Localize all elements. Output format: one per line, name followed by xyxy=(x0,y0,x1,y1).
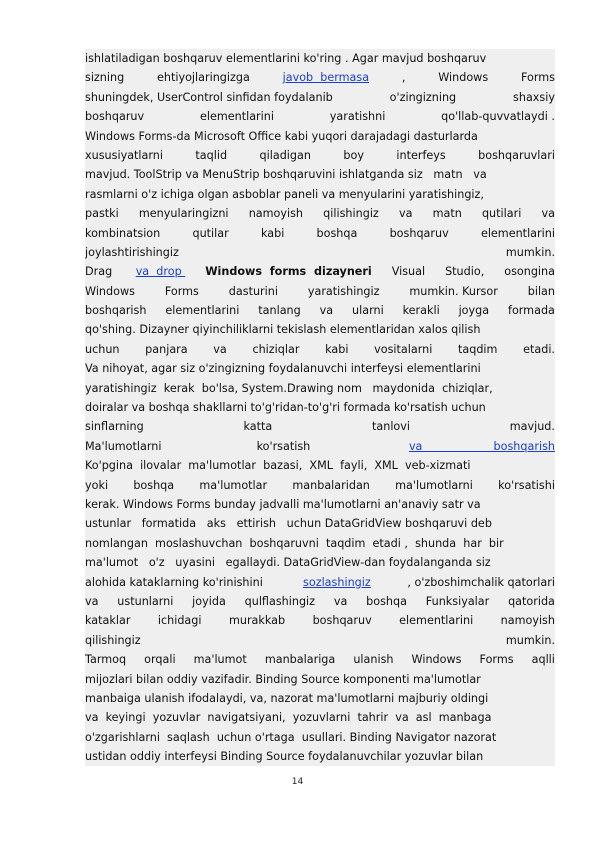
text-run: va xyxy=(333,594,348,608)
page-number: 14 xyxy=(291,777,304,787)
text-run: katta xyxy=(243,420,273,434)
text-run: Windows xyxy=(411,653,462,667)
text-line xyxy=(85,553,555,572)
text-run: mavjud. ToolStrip va MenuStrip boshqaruvini ishlatganda siz matn va xyxy=(85,168,487,182)
text-line xyxy=(85,379,555,398)
text-line xyxy=(85,611,555,630)
inline-link[interactable]: va drop xyxy=(135,265,186,279)
text-line xyxy=(85,708,555,727)
text-run: boshqarish xyxy=(85,304,147,318)
text-run: formada xyxy=(508,304,555,318)
text-line xyxy=(85,282,555,301)
text-line xyxy=(85,398,555,417)
text-run: alohida kataklarning ko'rinishini xyxy=(85,575,267,589)
text-line xyxy=(85,204,555,223)
text-line xyxy=(85,747,555,766)
text-run: qilishingiz xyxy=(85,633,141,647)
text-run: elementlarini xyxy=(399,614,474,628)
text-run: Ko'pgina ilovalar ma'lumotlar bazasi, XML fayli, XML veb-xizmati xyxy=(85,459,471,473)
text-run: , o'zboshimchalik qatorlari xyxy=(407,575,555,589)
text-run: ustidan oddiy interfeysi Binding Source foydalanuvchilar yozuvlar bilan xyxy=(85,750,484,764)
text-run: Windows xyxy=(85,284,135,298)
text-run: orqali xyxy=(144,653,176,667)
text-run: vositalarni xyxy=(374,342,433,356)
text-run: kabi xyxy=(260,226,285,240)
text-line xyxy=(85,437,555,456)
text-run: Forms xyxy=(164,284,199,298)
text-run: joyga xyxy=(458,304,490,318)
text-run: panjara xyxy=(145,342,188,356)
bold-phrase: Windows forms dizayneri xyxy=(205,265,372,279)
text-run: boshqaruv xyxy=(312,614,372,628)
inline-link[interactable]: javob bermasa xyxy=(282,71,370,85)
text-run: xususiyatlarni xyxy=(85,148,163,162)
text-run: doiralar va boshqa shakllarni to'g'ridan-to'g'ri formada ko'rsatish uchun xyxy=(85,401,486,415)
text-run: qiladigan xyxy=(259,148,311,162)
text-line xyxy=(85,514,555,533)
text-line xyxy=(85,476,555,495)
text-run: kombinatsion xyxy=(85,226,161,240)
text-run: joyida xyxy=(192,594,226,608)
text-run: ustunlarni xyxy=(117,594,174,608)
text-run: ma'lumotlar xyxy=(199,478,268,492)
text-run: rasmlarni o'z ichiga olgan asboblar paneli va menyularini yaratishingiz, xyxy=(85,187,484,201)
text-run: boshqa xyxy=(366,594,407,608)
text-run: mavjud. xyxy=(509,420,555,434)
text-run: boy xyxy=(343,148,364,162)
text-run: mumkin. Kursor xyxy=(409,284,498,298)
text-run: ko'rsatishi xyxy=(498,478,555,492)
text-run: qilishingiz xyxy=(323,207,379,221)
text-run: Windows xyxy=(438,71,489,85)
text-line xyxy=(85,456,555,475)
text-run: , xyxy=(401,71,406,85)
text-line xyxy=(85,107,555,126)
text-run: ishlatiladigan boshqaruv elementlarini ko'ring . Agar mavjud boshqaruv xyxy=(85,52,487,65)
text-run: dasturini xyxy=(228,284,278,298)
text-line xyxy=(85,359,555,378)
text-run: va xyxy=(85,594,99,608)
text-line xyxy=(85,301,555,320)
text-run: murakkab xyxy=(228,614,286,628)
text-run: shuningdek, UserControl sinfidan foydalanib xyxy=(85,90,333,104)
text-run: aqlli xyxy=(531,653,555,667)
text-run: qutilar xyxy=(192,226,229,240)
text-run: namoyish xyxy=(248,207,304,221)
text-run: etadi. xyxy=(523,342,555,356)
text-line xyxy=(85,88,555,107)
text-run: manbalariga xyxy=(264,653,336,667)
text-run: boshqaruvlari xyxy=(478,148,555,162)
text-run: shaxsiy xyxy=(513,90,555,104)
text-run: Forms xyxy=(520,71,555,85)
text-run: sizning xyxy=(85,71,125,85)
text-run: ma'lumot xyxy=(193,653,247,667)
text-run: kerak. Windows Forms bunday jadvalli ma'lumotlarni an'anaviy satr va xyxy=(85,497,481,511)
text-line xyxy=(85,165,555,184)
text-run: va xyxy=(541,207,555,221)
text-run: elementlarini xyxy=(165,304,240,318)
text-run: bilan xyxy=(527,284,555,298)
text-run: nomlangan moslashuvchan boshqaruvni taqdim etadi , shunda har bir xyxy=(85,536,504,550)
text-run: Tarmoq xyxy=(85,653,127,667)
text-run: menyularingizni xyxy=(138,207,229,221)
text-run: ichidagi xyxy=(157,614,202,628)
text-run: Ma'lumotlarni xyxy=(85,439,162,453)
text-run: pastki xyxy=(85,207,119,221)
text-run: ulanish xyxy=(353,653,394,667)
text-run: interfeys xyxy=(396,148,446,162)
text-run: Funksiyalar xyxy=(425,594,490,608)
text-run: manbalaridan xyxy=(292,478,370,492)
text-line xyxy=(85,495,555,514)
text-run: Windows Forms-da Microsoft Office kabi yuqori darajadagi dasturlarda xyxy=(85,129,478,143)
text-run: Va nihoyat, agar siz o'zingizning foydalanuvchi interfeysi elementlarini xyxy=(85,362,481,376)
text-run: yaratishingiz kerak bo'lsa, System.Drawing nom maydonida chiziqlar, xyxy=(85,381,493,395)
text-run: boshqa xyxy=(133,478,175,492)
text-line xyxy=(85,68,555,87)
text-line xyxy=(85,224,555,243)
text-run: sinflarning xyxy=(85,420,144,434)
text-run: va xyxy=(319,304,334,318)
text-line xyxy=(85,728,555,747)
text-run: elementlarini xyxy=(199,110,274,124)
text-run: va xyxy=(398,207,413,221)
text-run: uchun xyxy=(85,342,120,356)
text-line xyxy=(85,592,555,611)
inline-link[interactable]: va boshqarish xyxy=(408,439,555,453)
text-run: yaratishni xyxy=(329,110,386,124)
text-run: boshqaruv xyxy=(389,226,449,240)
text-run: taqlid xyxy=(195,148,228,162)
text-run: namoyish xyxy=(500,614,555,628)
text-run: boshqaruv xyxy=(85,110,145,124)
text-run: manbaiga ulanish ifodalaydi, va, nazorat ma'lumotlarni majburiy oldingi xyxy=(85,691,489,705)
text-run: mumkin. xyxy=(505,633,555,647)
text-run: osongina xyxy=(504,265,555,279)
text-run: kataklar xyxy=(85,614,131,628)
text-run: ko'rsatish xyxy=(256,439,314,453)
text-line xyxy=(85,320,555,339)
text-run: Studio, xyxy=(445,265,485,279)
text-run: mumkin. xyxy=(505,245,555,259)
text-line xyxy=(85,49,555,68)
text-run: ma'lumot o'z uyasini egallaydi. DataGridView-dan foydalanganda siz xyxy=(85,556,491,570)
text-line xyxy=(85,631,555,650)
text-line xyxy=(85,689,555,708)
text-run: tanlang xyxy=(258,304,301,318)
text-line xyxy=(85,262,555,281)
text-run: tanlovi xyxy=(371,420,410,434)
text-run: kabi xyxy=(325,342,349,356)
text-run: va keyingi yozuvlar navigatsiyani, yozuvlarni tahrir va asl manbaga xyxy=(85,711,492,725)
text-run: kerakli xyxy=(402,304,440,318)
text-run: matn xyxy=(432,207,462,221)
text-run: boshqa xyxy=(316,226,358,240)
text-line xyxy=(85,650,555,669)
text-run: qutilari xyxy=(481,207,522,221)
text-run: yaratishingiz xyxy=(307,284,380,298)
text-run: taqdim xyxy=(457,342,498,356)
text-line xyxy=(85,573,555,592)
text-run: ustunlar formatida aks ettirish uchun DataGridView boshqaruvi deb xyxy=(85,517,492,531)
text-run: yoki xyxy=(85,478,109,492)
text-run: qatorida xyxy=(508,594,555,608)
text-run: mijozlari bilan oddiy vazifadir. Binding Source komponenti ma'lumotlar xyxy=(85,672,481,686)
text-line xyxy=(85,243,555,262)
text-run: ma'lumotlarni xyxy=(395,478,473,492)
text-run: o'zgarishlarni saqlash uchun o'rtaga usullari. Binding Navigator nazorat xyxy=(85,730,497,744)
text-run: o'zingizning xyxy=(389,90,457,104)
text-run: ularni xyxy=(352,304,384,318)
text-run: joylashtirishingiz xyxy=(85,245,179,259)
text-run: qulflashingiz xyxy=(244,594,316,608)
text-run: qo'llab-quvvatlaydi . xyxy=(441,110,555,124)
inline-link[interactable]: sozlashingiz xyxy=(303,575,371,589)
text-line xyxy=(85,146,555,165)
text-line xyxy=(85,534,555,553)
text-run: qo'shing. Dizayner qiyinchiliklarni tekislash elementlaridan xalos qilish xyxy=(85,323,481,337)
text-run: elementlarini xyxy=(480,226,555,240)
text-line xyxy=(85,127,555,146)
text-run: Forms xyxy=(479,653,514,667)
text-line xyxy=(85,670,555,689)
body-text xyxy=(85,49,555,766)
text-run: ehtiyojlaringizga xyxy=(156,71,250,85)
text-line xyxy=(85,340,555,359)
text-run: chiziqlar xyxy=(252,342,300,356)
text-run: Drag xyxy=(85,265,116,279)
text-run: Visual xyxy=(391,265,426,279)
text-line xyxy=(85,185,555,204)
text-run: va xyxy=(213,342,227,356)
text-line xyxy=(85,417,555,436)
